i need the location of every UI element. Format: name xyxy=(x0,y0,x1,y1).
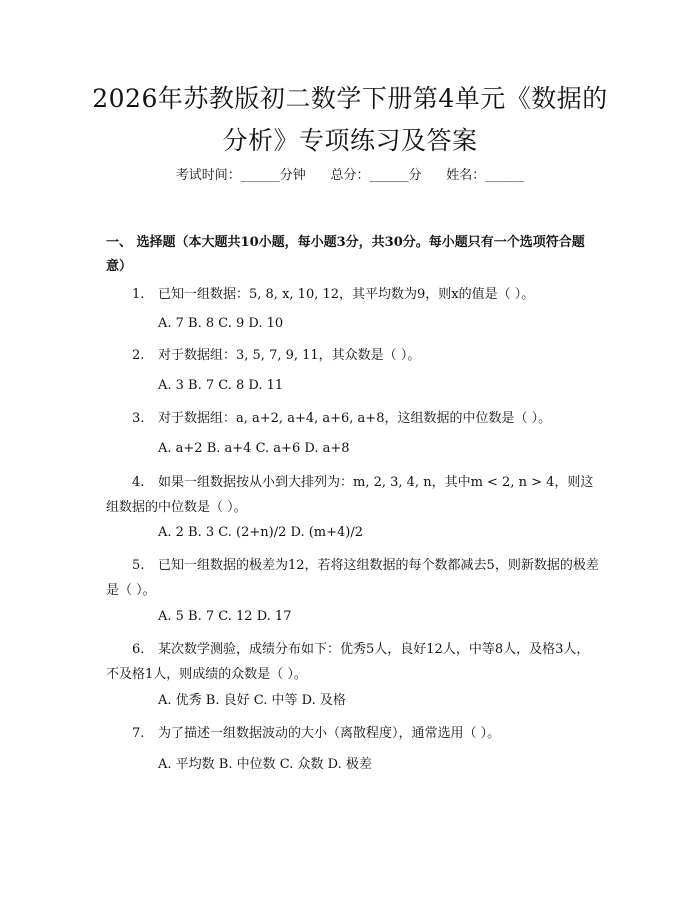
question-5 xyxy=(106,553,600,603)
question-number: 6. xyxy=(132,642,145,657)
question-4-options: A. 2 B. 3 C. (2+n)/2 D. (m+4)/2 xyxy=(158,525,363,540)
question-2-options: A. 3 B. 7 C. 8 D. 11 xyxy=(158,378,284,393)
question-text: 某次数学测验，成绩分布如下：优秀5人，良好12人，中等8人，及格3人，不及格1人，则成绩的众数是（ ）。 xyxy=(106,642,590,682)
question-number: 5. xyxy=(132,558,145,573)
question-7-options: A. 平均数 B. 中位数 C. 众数 D. 极差 xyxy=(158,757,372,772)
document-title: 2026年苏教版初二数学下册第4单元《数据的分析》专项练习及答案 xyxy=(92,84,608,155)
question-5-options: A. 5 B. 7 C. 12 D. 17 xyxy=(158,609,292,624)
question-3 xyxy=(106,406,600,431)
question-number: 7. xyxy=(132,726,145,741)
question-text: 已知一组数据的极差为12，若将这组数据的每个数都减去5，则新数据的极差是（ ）。 xyxy=(106,558,599,598)
question-number: 2. xyxy=(132,348,145,363)
question-2 xyxy=(106,343,600,368)
question-4 xyxy=(106,470,600,520)
question-number: 3. xyxy=(132,411,145,426)
question-1 xyxy=(106,282,600,307)
question-3-options: A. a+2 B. a+4 C. a+6 D. a+8 xyxy=(158,441,350,456)
question-number: 4. xyxy=(132,475,145,490)
exam-info-line: 考试时间：______分钟 总分：______分 姓名：______ xyxy=(175,168,525,183)
question-text: 为了描述一组数据波动的大小（离散程度），通常选用（ ）。 xyxy=(158,726,501,741)
question-text: 如果一组数据按从小到大排列为：m, 2, 3, 4, n，其中m < 2, n > 4，则这组数据的中位数是（ ）。 xyxy=(106,475,594,515)
question-number: 1. xyxy=(132,287,145,302)
question-text: 已知一组数据：5, 8, x, 10, 12，其平均数为9，则x的值是（ ）。 xyxy=(158,287,535,302)
question-6-options: A. 优秀 B. 良好 C. 中等 D. 及格 xyxy=(158,693,346,708)
question-7 xyxy=(106,721,600,746)
question-text: 对于数据组：a, a+2, a+4, a+6, a+8，这组数据的中位数是（ ）。 xyxy=(158,411,552,426)
question-1-options: A. 7 B. 8 C. 9 D. 10 xyxy=(158,316,284,331)
question-6 xyxy=(106,637,600,687)
section-heading: 一、 选择题（本大题共10小题，每小题3分，共30分。每小题只有一个选项符合题意） xyxy=(106,235,585,274)
question-text: 对于数据组：3, 5, 7, 9, 11，其众数是（ ）。 xyxy=(158,348,421,363)
